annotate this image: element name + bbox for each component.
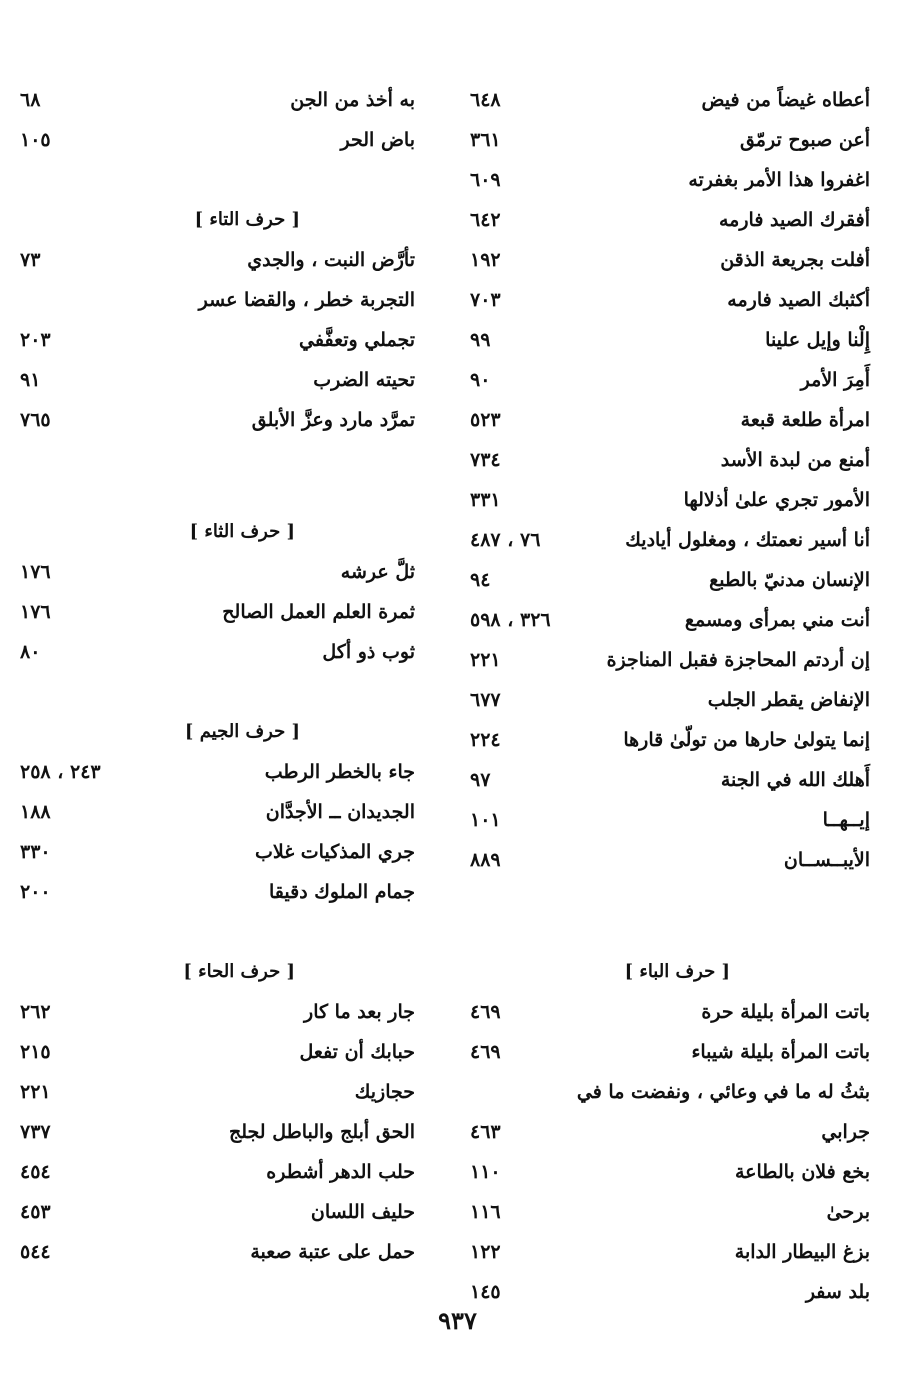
entry-phrase: تحيته الضرب [313, 369, 415, 391]
index-entry [20, 80, 415, 120]
entries-ba [470, 992, 870, 1312]
entry-page-refs: ٧٦٥ [20, 409, 51, 431]
entry-page-refs: ٢٢٤ [470, 729, 501, 751]
entry-phrase: باض الحر [340, 129, 415, 151]
entry-page-refs: ١٠٥ [20, 129, 51, 151]
entries-alif [470, 80, 870, 880]
entry-phrase: باتت المرأة بليلة حرة [701, 1001, 870, 1023]
entry-phrase: إنما يتولىٰ حارها من تولّىٰ قارها [623, 729, 870, 751]
entry-page-refs: ٣٢٦ ، ٥٩٨ [470, 609, 551, 631]
index-entry [470, 80, 870, 120]
entry-phrase: باتت المرأة بليلة شيباء [691, 1041, 870, 1063]
entry-page-refs: ١٩٢ [470, 249, 501, 271]
entry-page-refs: ٣٦١ [470, 129, 501, 151]
index-entry [470, 320, 870, 360]
index-entry [20, 552, 415, 592]
index-entry [470, 200, 870, 240]
entry-page-refs: ١٧٦ [20, 601, 51, 623]
entry-phrase: أمنع من لبدة الأسد [720, 449, 870, 471]
index-entry [20, 1152, 415, 1192]
entry-phrase: أنا أسير نعمتك ، ومغلول أياديك [625, 529, 870, 551]
entry-phrase: حلب الدهر أشطره [266, 1161, 415, 1183]
entry-phrase: بلد سفر [805, 1281, 870, 1303]
heading-text: [ حرف الثاء ] [189, 521, 295, 542]
entry-page-refs: ٨٨٩ [470, 849, 501, 871]
left-column [20, 80, 415, 1272]
entry-page-refs: ٦٠٩ [470, 169, 501, 191]
entry-phrase: أكثبك الصيد فارمه [727, 289, 870, 311]
entry-phrase: به أخذ من الجن [290, 89, 415, 111]
entry-page-refs: ٣٣١ [470, 489, 501, 511]
entry-page-refs: ٧٣٤ [470, 449, 501, 471]
index-entry [470, 480, 870, 520]
spacer [20, 160, 415, 200]
entry-page-refs: ٥٢٣ [470, 409, 501, 431]
section-heading-tha [20, 512, 415, 552]
entry-page-refs: ١٤٥ [470, 1281, 501, 1303]
entries-ba-continued [20, 80, 415, 160]
entry-phrase: أنت مني بمرأى ومسمع [684, 609, 870, 631]
index-entry [20, 280, 415, 320]
index-entry [470, 640, 870, 680]
index-entry [470, 1232, 870, 1272]
entry-page-refs: ٨٠ [20, 641, 41, 663]
section-heading-ba [470, 952, 870, 992]
index-entry [470, 1192, 870, 1232]
index-entry [470, 1032, 870, 1072]
index-entry [470, 1072, 870, 1112]
entry-phrase: الإنسان مدنيّ بالطبع [709, 569, 870, 591]
index-entry [470, 280, 870, 320]
entry-page-refs: ٤٦٩ [470, 1041, 501, 1063]
index-entry [20, 360, 415, 400]
entry-page-refs: ٩٩ [470, 329, 491, 351]
index-entry [20, 1232, 415, 1272]
entry-phrase: إِلْنا وإيل علينا [765, 329, 870, 351]
entry-page-refs: ٢٢١ [470, 649, 501, 671]
index-entry [470, 560, 870, 600]
index-entry [470, 160, 870, 200]
entry-page-refs: ٣٣٠ [20, 841, 51, 863]
index-entry [470, 240, 870, 280]
index-entry [20, 400, 415, 440]
entry-page-refs: ٤٦٩ [470, 1001, 501, 1023]
index-entry [470, 440, 870, 480]
entry-phrase: جمام الملوك دقيقا [268, 881, 415, 903]
spacer [20, 672, 415, 712]
entry-phrase: بخع فلان بالطاعة [734, 1161, 870, 1183]
index-entry [470, 680, 870, 720]
index-entry [470, 720, 870, 760]
entry-phrase: حبابك أن تفعل [299, 1041, 415, 1063]
heading-text: [ حرف الجيم ] [184, 721, 300, 742]
index-entry [470, 1152, 870, 1192]
entry-phrase: أفقرك الصيد فارمه [718, 209, 870, 231]
index-entry [470, 840, 870, 880]
entry-phrase: بزغ البيطار الدابة [734, 1241, 870, 1263]
entry-phrase: جاء بالخطر الرطب [264, 761, 415, 783]
entry-page-refs: ٧٠٣ [470, 289, 501, 311]
entry-phrase: أَمِرَ الأمر [800, 369, 870, 391]
entry-phrase: ثوب ذو أكل [322, 641, 415, 663]
index-entry [470, 520, 870, 560]
entry-phrase: جرابي [821, 1121, 870, 1143]
entry-phrase: أعطاه غيضاً من فيض [701, 89, 870, 111]
entries-tha [20, 552, 415, 672]
entry-page-refs: ٦٧٧ [470, 689, 501, 711]
index-entry [20, 832, 415, 872]
entries-jim [20, 752, 415, 912]
index-entry [20, 632, 415, 672]
index-entry [20, 792, 415, 832]
entry-page-refs: ١٧٦ [20, 561, 51, 583]
entry-page-refs: ٢٦٢ [20, 1001, 51, 1023]
entries-ta [20, 240, 415, 440]
entry-phrase: إيــهــا [822, 809, 870, 831]
entry-page-refs: ٢٤٣ ، ٢٥٨ [20, 761, 101, 783]
index-entry [20, 592, 415, 632]
entry-phrase: الأيبــســان [783, 849, 870, 871]
entry-phrase: أعن صبوح ترمّق [739, 129, 870, 151]
heading-text: [ حرف الحاء ] [183, 961, 295, 982]
spacer [20, 912, 415, 952]
index-entry [470, 600, 870, 640]
entry-page-refs: ١١٠ [470, 1161, 501, 1183]
entry-page-refs: ٥٤٤ [20, 1241, 51, 1263]
index-entry [20, 120, 415, 160]
index-entry [470, 760, 870, 800]
entry-page-refs: ١٢٢ [470, 1241, 501, 1263]
section-heading-ta [20, 200, 415, 240]
entry-page-refs: ١٨٨ [20, 801, 51, 823]
heading-text: [ حرف الباء ] [624, 961, 730, 982]
index-entry [20, 240, 415, 280]
entry-page-refs: ١١٦ [470, 1201, 501, 1223]
spacer [470, 880, 870, 952]
entry-page-refs: ٢١٥ [20, 1041, 51, 1063]
entry-page-refs: ٩١ [20, 369, 41, 391]
index-entry [470, 1112, 870, 1152]
section-heading-ha [20, 952, 415, 992]
entry-phrase: حمل على عتبة صعبة [250, 1241, 415, 1263]
spacer [20, 440, 415, 512]
entry-phrase: إن أردتم المحاجزة فقبل المناجزة [606, 649, 870, 671]
entry-phrase: حليف اللسان [310, 1201, 415, 1223]
entry-phrase: اغفروا هذا الأمر بغفرته [688, 169, 870, 191]
entry-phrase: أَهلك الله في الجنة [720, 769, 870, 791]
entry-page-refs: ٢٠٣ [20, 329, 51, 351]
index-entry [20, 1192, 415, 1232]
index-entry [470, 400, 870, 440]
heading-text: [ حرف التاء ] [194, 209, 300, 230]
entry-page-refs: ٩٠ [470, 369, 491, 391]
entry-page-refs: ٤٥٣ [20, 1201, 51, 1223]
entry-page-refs: ٧٦ ، ٤٨٧ [470, 529, 541, 551]
entry-phrase: جار بعد ما كار [304, 1001, 415, 1023]
entry-phrase: التجربة خطر ، والقضا عسر [198, 289, 415, 311]
entry-page-refs: ٧٣ [20, 249, 41, 271]
entry-phrase: بثثُ له ما في وعائي ، ونفضت ما في [576, 1081, 870, 1103]
entry-phrase: حجازيك [354, 1081, 415, 1103]
entry-phrase: أفلت بجريعة الذقن [720, 249, 870, 271]
entry-phrase: الحق أبلج والباطل لجلج [228, 1121, 415, 1143]
right-column [470, 80, 870, 1312]
index-entry [20, 1112, 415, 1152]
entry-page-refs: ٢٠٠ [20, 881, 51, 903]
index-entry [470, 360, 870, 400]
index-entry [20, 1072, 415, 1112]
entry-page-refs: ٦٤٢ [470, 209, 501, 231]
entry-page-refs: ٦٤٨ [470, 89, 501, 111]
index-entry [20, 872, 415, 912]
entry-page-refs: ٢٢١ [20, 1081, 51, 1103]
entry-phrase: الإنفاض يقطر الجلب [707, 689, 870, 711]
entry-page-refs: ٩٧ [470, 769, 491, 791]
index-entry [20, 752, 415, 792]
entry-page-refs: ٧٣٧ [20, 1121, 51, 1143]
entry-page-refs: ٦٨ [20, 89, 41, 111]
entry-phrase: الجديدان ــ الأجدَّان [265, 801, 415, 823]
entry-phrase: جري المذكيات غلاب [255, 841, 415, 863]
section-heading-jim [20, 712, 415, 752]
index-entry [470, 992, 870, 1032]
index-entry [20, 1032, 415, 1072]
page-number: ٩٣٧ [438, 1306, 477, 1335]
entry-page-refs: ٤٦٣ [470, 1121, 501, 1143]
entry-page-refs: ٤٥٤ [20, 1161, 51, 1183]
entry-phrase: تأرَّض النبت ، والجدي [247, 249, 415, 271]
index-entry [20, 992, 415, 1032]
entry-phrase: تمرَّد مارد وعزَّ الأبلق [251, 409, 415, 431]
entry-phrase: تجملي وتعفَّفي [299, 329, 415, 351]
index-entry [470, 800, 870, 840]
entry-page-refs: ١٠١ [470, 809, 501, 831]
entry-phrase: امرأة طلعة قبعة [740, 409, 870, 431]
entry-phrase: الأمور تجري علىٰ أذلالها [683, 489, 870, 511]
entry-phrase: برحىٰ [826, 1201, 870, 1223]
entry-phrase: ثلَّ عرشه [340, 561, 415, 583]
index-entry [470, 120, 870, 160]
entry-phrase: ثمرة العلم العمل الصالح [222, 601, 415, 623]
entry-page-refs: ٩٤ [470, 569, 491, 591]
index-entry [20, 320, 415, 360]
entries-ha [20, 992, 415, 1272]
